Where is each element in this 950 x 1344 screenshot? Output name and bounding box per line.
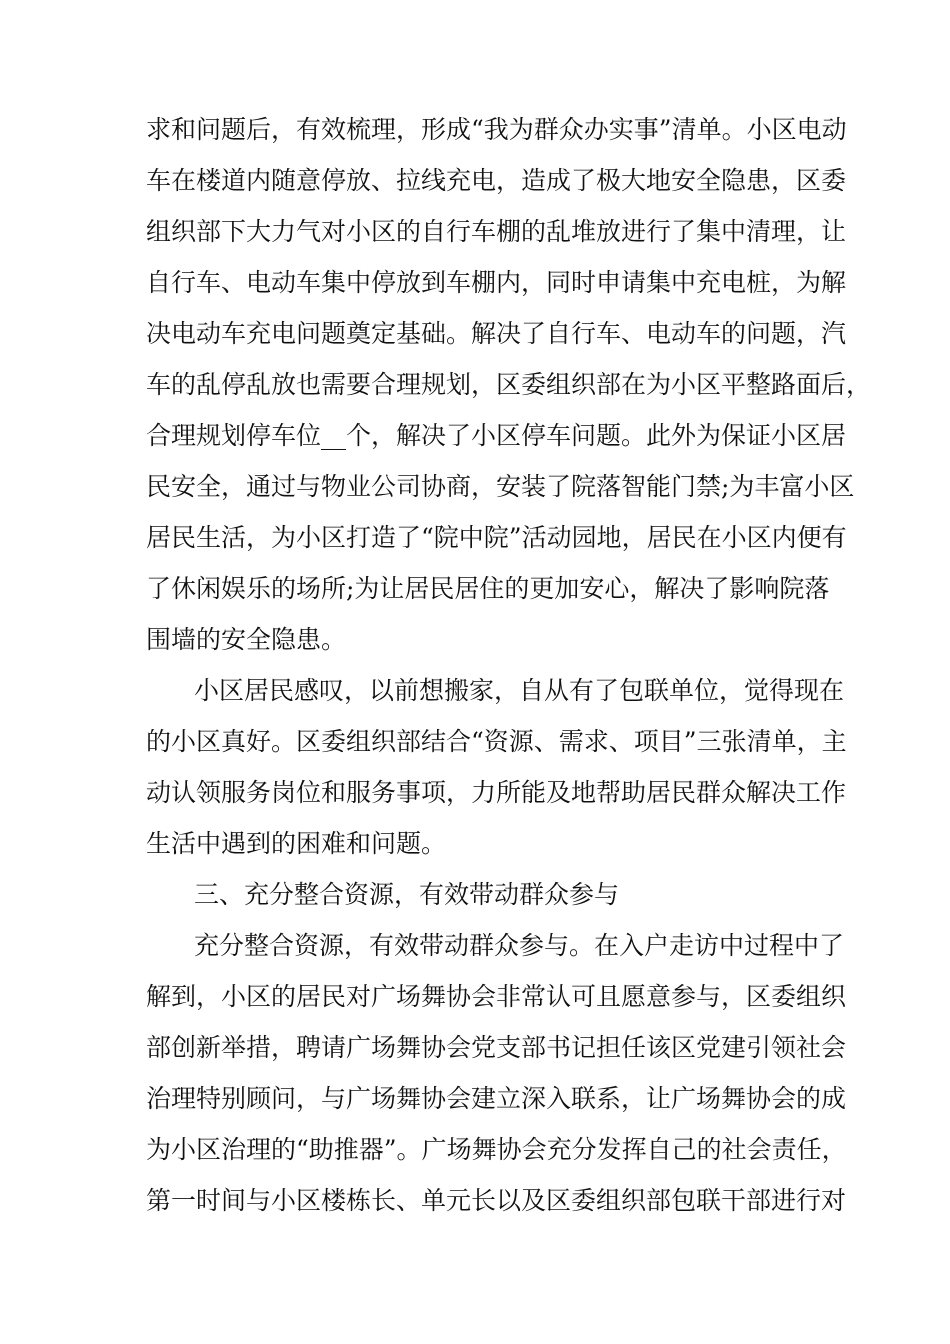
text-line: 居民生活，为小区打造了“院中院”活动园地，居民在小区内便有	[146, 523, 847, 552]
paragraph-first-line: 小区居民感叹，以前想搬家，自从有了包联单位，觉得现在	[194, 676, 845, 705]
text-line: 部创新举措，聘请广场舞协会党支部书记担任该区党建引领社会	[146, 1033, 847, 1062]
text-line: 解到，小区的居民对广场舞协会非常认可且愿意参与，区委组织	[146, 982, 847, 1011]
text-line: 围墙的安全隐患。	[146, 625, 347, 654]
text-line: 生活中遇到的困难和问题。	[146, 829, 447, 858]
text-line: 的小区真好。区委组织部结合“资源、需求、项目”三张清单，主	[146, 727, 847, 756]
text-line: 车的乱停乱放也需要合理规划，区委组织部在为小区平整路面后，	[146, 370, 872, 399]
text-line: 组织部下大力气对小区的自行车棚的乱堆放进行了集中清理，让	[146, 217, 847, 246]
paragraph-first-line: 充分整合资源，有效带动群众参与。在入户走访中过程中了	[194, 931, 845, 960]
text-line: 了休闲娱乐的场所;为让居民居住的更加安心，解决了影响院落	[146, 574, 830, 603]
text-line: 求和问题后，有效梳理，形成“我为群众办实事”清单。小区电动	[146, 115, 847, 144]
text-line: 自行车、电动车集中停放到车棚内，同时申请集中充电桩，为解	[146, 268, 847, 297]
text-line: 民安全，通过与物业公司协商，安装了院落智能门禁;为丰富小区	[146, 472, 855, 501]
text-line: 动认领服务岗位和服务事项，力所能及地帮助居民群众解决工作	[146, 778, 847, 807]
text-line: 治理特别顾问，与广场舞协会建立深入联系，让广场舞协会的成	[146, 1084, 847, 1113]
text-line: 第一时间与小区楼栋长、单元长以及区委组织部包联干部进行对	[146, 1186, 847, 1215]
text-line: 合理规划停车位__个，解决了小区停车问题。此外为保证小区居	[146, 421, 847, 450]
section-heading: 三、充分整合资源，有效带动群众参与	[194, 880, 620, 909]
text-line: 决电动车充电问题奠定基础。解决了自行车、电动车的问题，汽	[146, 319, 847, 348]
text-line: 为小区治理的“助推器”。广场舞协会充分发挥自己的社会责任，	[146, 1135, 847, 1164]
text-line: 车在楼道内随意停放、拉线充电，造成了极大地安全隐患，区委	[146, 166, 847, 195]
